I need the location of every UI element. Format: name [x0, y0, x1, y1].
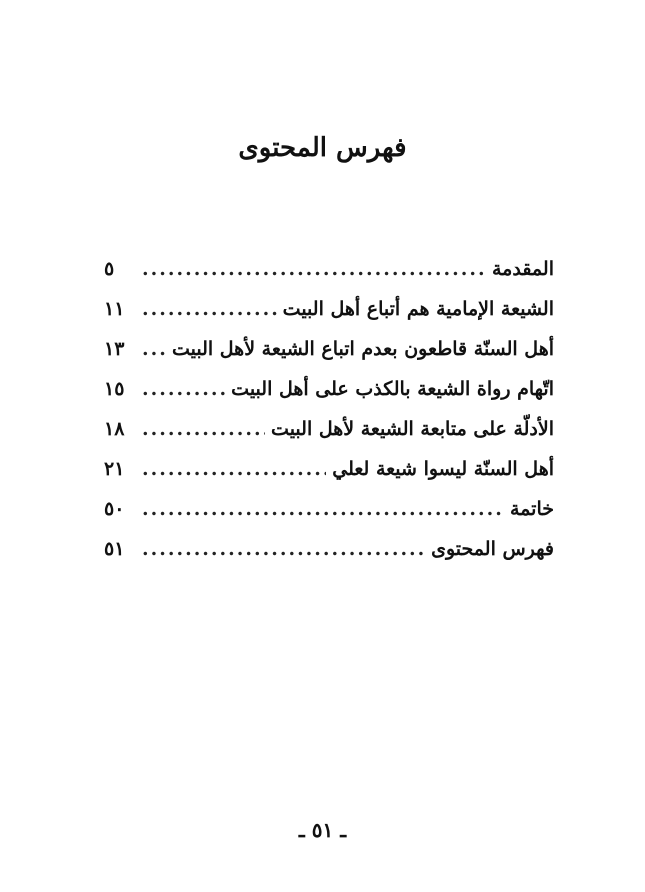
page-number: ـ ٥١ ـ: [298, 818, 347, 842]
toc-entry: [104, 289, 554, 329]
dot-leader: [142, 409, 265, 449]
toc-entry: [104, 529, 554, 569]
toc-entry-label: أهل السنّة ليسوا شيعة لعلي: [332, 458, 554, 480]
toc-entry-page: ١٣: [104, 338, 125, 360]
dot-leader: [142, 249, 486, 289]
dot-leader: [142, 449, 326, 489]
toc-entry-page: ١١: [104, 298, 125, 320]
toc-entry-page: ٥٠: [104, 498, 125, 520]
toc-entry: [104, 329, 554, 369]
toc-entry-label: خاتمة: [510, 498, 554, 520]
toc-entry: [104, 369, 554, 409]
toc-entry-page: ٢١: [104, 458, 125, 480]
toc-entry-page: ١٥: [104, 378, 125, 400]
dot-leader: [142, 529, 425, 569]
toc-entry-label: أهل السنّة قاطعون بعدم اتباع الشيعة لأهل البيت: [171, 338, 554, 360]
toc-entry-label: اتّهام رواة الشيعة بالكذب على أهل البيت: [231, 378, 554, 400]
toc-entry-page: ٥: [104, 258, 115, 280]
toc-entry: [104, 449, 554, 489]
page-title: فهرس المحتوى: [238, 133, 407, 163]
dot-leader: [142, 369, 225, 409]
toc-entry-page: ٥١: [104, 538, 125, 560]
table-of-contents: [104, 249, 554, 569]
toc-entry-label: فهرس المحتوى: [431, 538, 554, 560]
toc-entry-label: الأدلّة على متابعة الشيعة لأهل البيت: [271, 418, 554, 440]
toc-entry-label: الشيعة الإمامية هم أتباع أهل البيت: [282, 298, 554, 320]
dot-leader: [142, 489, 504, 529]
dot-leader: [142, 289, 277, 329]
toc-entry: [104, 409, 554, 449]
toc-entry: [104, 489, 554, 529]
toc-entry: [104, 249, 554, 289]
toc-entry-page: ١٨: [104, 418, 125, 440]
dot-leader: [142, 329, 166, 369]
toc-entry-label: المقدمة: [491, 258, 554, 280]
